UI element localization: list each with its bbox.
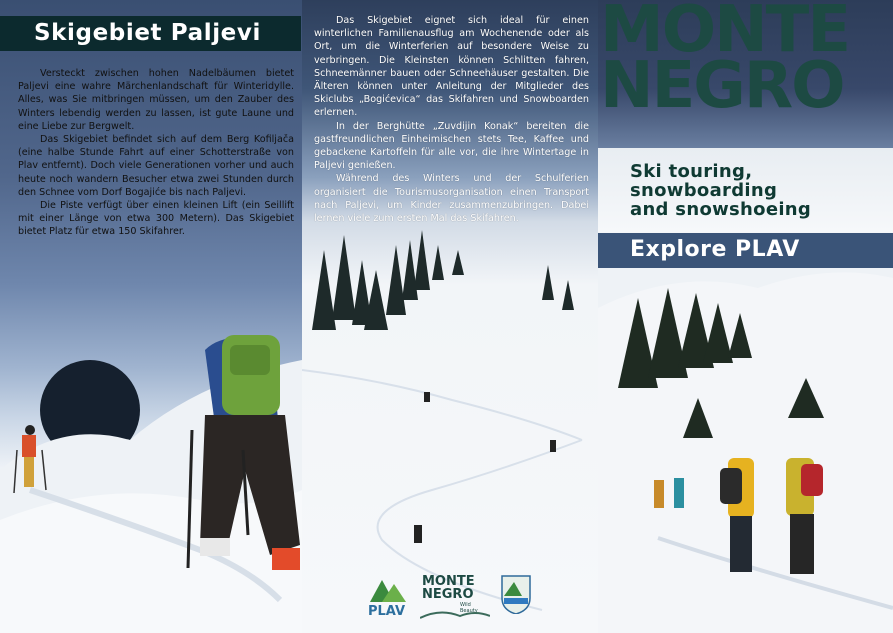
paragraph: Das Skigebiet befindet sich auf dem Berg Kofiljača (eine halbe Stunde Fahrt auf einer Schotterstraße von Plav entfernt). Doch viele Generationen vorher und auch heute noch wandern Besucher etwa zwei Stunden durch den Schnee vom Dorf Bogajiće bis nach Paljevi. [18,134,294,198]
explore-title: Explore PLAV [630,237,800,262]
montenegro-logo-line2: NEGRO [422,587,474,602]
brand-word-top: MONTE [600,0,850,67]
forest [312,230,574,330]
page-title: Skigebiet Paljevi [34,20,261,46]
tagline-line: snowboarding [630,180,778,201]
logo-plav [366,574,410,620]
paragraph: Während des Winters und der Schulferien organisiert die Tourismusorganisation einen Transport nach Paljevi, um Kinder zusammenzubringen. Dabei lernen viele zum ersten Mal das Skifahren. [314,173,589,225]
paragraph: Die Piste verfügt über einen kleinen Lift (ein Seillift mit einer Länge von etwa 300 Metern). Das Skigebiet bietet Platz für etwa 150 Skifahrer. [18,200,294,238]
logo-montenegro [420,574,490,620]
brand-word-bottom: NEGRO [600,49,844,123]
panel-right [598,0,893,633]
tagline-line: and snowshoeing [630,199,812,220]
landscape-logo-icon [420,606,490,620]
paragraph: Versteckt zwischen hohen Nadelbäumen bietet Paljevi eine wahre Märchenlandschaft für Winteridylle. Alles, was Sie mitbringen müssen, um den Zauber des Winters lebendig werden zu lassen, ist gute Laune und eine Liebe zur Bergwelt. [18,68,294,132]
panel-left [0,0,302,633]
montenegro-logo-sub: Wild Beauty [460,602,478,614]
panel-middle [302,0,598,633]
coat-of-arms-icon [500,574,532,614]
paragraph: Das Skigebiet eignet sich ideal für einen winterlichen Familienausflug am Wochenende oder als Ort, um die Winterferien auf besondere Weise zu verbringen. Die Kleinsten können Schlitten fahren, Schneemänner bauen oder Schneehäuser gestalten. Die Älteren können unter Anleitung der Mitglieder des Skiclubs „Bogićevica“ das Skifahren und Snowboarden erlernen. [314,15,589,119]
main-text [314,14,589,225]
explore-banner [598,233,893,268]
logo-coat-of-arms [500,574,532,620]
intro-text [18,67,294,239]
montenegro-logo-line1: MONTE [422,574,475,589]
mountain-logo-icon [366,574,410,604]
plav-logo-text: PLAV [368,604,406,619]
hikers-middle [414,392,556,543]
cover-tagline [630,162,811,219]
tagline-line: Ski touring, [630,161,753,182]
title-bar [0,16,301,51]
snow-scene-right [598,268,893,633]
paragraph: In der Berghütte „Zuvdijin Konak“ bereiten die gastfreundlichen Einheimischen stets Tee, Kaffee und gebackene Kartoffeln für alle vor, die ihre Wintertage in Paljevi genießen. [314,120,589,172]
